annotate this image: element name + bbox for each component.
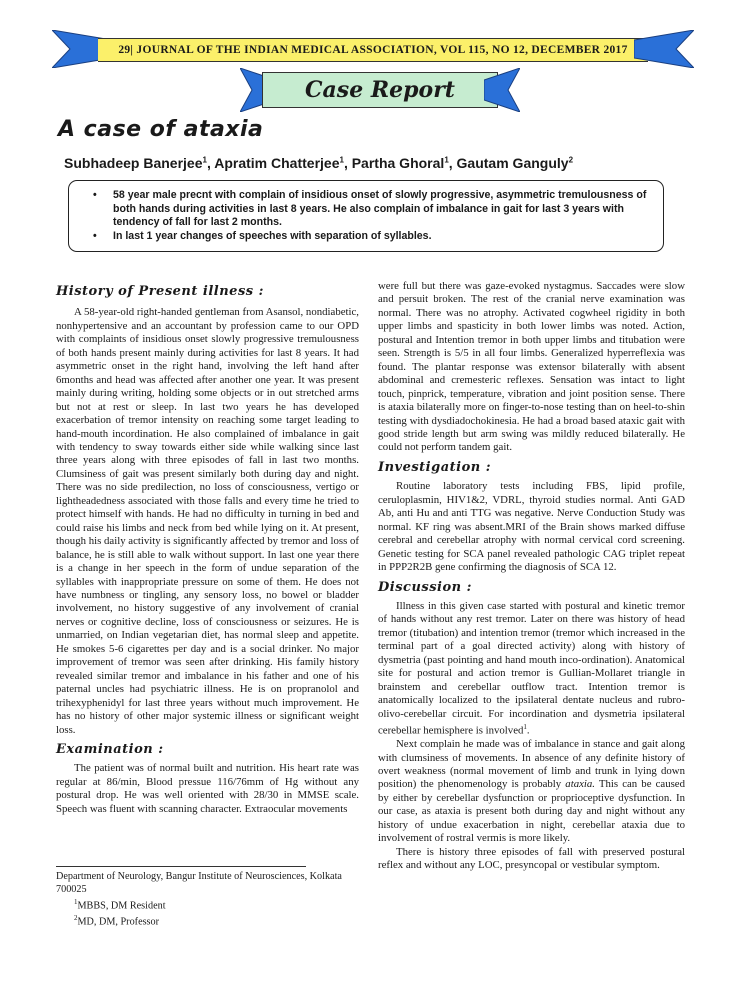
discussion-text: Illness in this given case started with postural and kinetic tremor of hands without any rest tremor. Later on there was history of head tremor (titubation) and intention tremor (tremor which increased in the terminal part of a goal directed activity) along with history of dysmetria (past pointing and hand mouth inco-ordination). Anatomical site for postural and action tremor is Gullian-Mollaret triangle in brainstem and cerebellar outflow tract. Intention tremor is anatomically localized to the ipsilateral dentate nucleus and rubro-olivo-cerebellar circuit. For incordination and dysmetria ipsilateral cerebellar hemisphere is involved	[378, 599, 685, 737]
author-list: Subhadeep Banerjee$^1$, Apratim Chatterjee$^1$, Partha Ghoral$^1$, Gautam Ganguly$^2$	[64, 155, 574, 171]
affiliation-mark: 2	[568, 155, 574, 165]
summary-box	[68, 180, 664, 252]
affiliation-mark: 1	[444, 155, 449, 165]
right-column	[378, 280, 685, 873]
affiliation-mark: 1	[202, 155, 207, 165]
affiliation-mark: 1	[339, 155, 344, 165]
discussion-paragraph: There is history three episodes of fall with preserved postural reflex and without any LOC, presyncopal or vestibular symptom.	[378, 845, 685, 872]
summary-point: • 58 year male precnt with complain of insidious onset of slowly progressive, asymmetric tremulousness of both hands during activities in last 8 years. He also complain of imbalance in gait for last 3 years with tendency of fall for last 2 months.	[79, 189, 653, 230]
author-name: Subhadeep Banerjee	[64, 155, 203, 171]
examination-continued: were full but there was gaze-evoked nystagmus. Saccades were slow and persuit broken. The rest of the cranial nerve examination was normal. There was no atrophy. Activated cogwheel rigidity in both upper limbs and spasticity in both lower limbs was noted. Action, postural and Intention tremor in both upper limbs and titubation were seen. Strength is 5/5 in all four limbs. Generalized hyperreflexia was found. The plantar response was extensor bilaterally with absent abdominal and cremesteric reflexes. Sensation was intact to light touch, pinprick, temperature, vibration and joint position sense. There is ataxia bilaterally more on finger-to-nose testing than on heel-to-shin testing with dysdiadochokinesia. He had a broad based ataxic gait with good stride length but arm swing was mildly reduced bilaterally. He could not perform tandem gait.	[378, 280, 685, 454]
section-label: Case Report	[262, 72, 498, 108]
summary-point: • In last 1 year changes of speeches with separation of syllables.	[79, 230, 653, 244]
reference-mark: 1	[523, 723, 527, 732]
footnote-mark: 2	[74, 914, 78, 923]
discussion-paragraph	[378, 738, 685, 846]
section-label-band	[240, 68, 520, 112]
footnote-text: MD, DM, Professor	[77, 916, 159, 928]
footnote-rule	[56, 866, 306, 867]
section-heading-investigation: Investigation :	[378, 459, 492, 475]
investigation-paragraph: Routine laboratory tests including FBS, lipid profile, ceruloplasmin, HIV1&2, VDRL, thyroid studies normal. Anti GAD Ab, anti Hu and anti TTG was negative. Nerve Conduction Study was normal. KF ring was absent.MRI of the Brain shows marked diffuse cerebral and cerebellar atrophy with normal cervical cord screening. Genetic testing for SCA panel revealed pathologic CAG triplet repeat in PPP2R2B gene confirming the diagnosis of SCA 12.	[378, 480, 685, 574]
footnote-2	[56, 912, 366, 928]
emphasis-text: ataxia.	[565, 778, 595, 791]
footnote-1	[56, 896, 366, 912]
discussion-text: This can be caused by either by cerebellar dysfunction or proprioceptive dysfunction. In our case, as ataxia is present both during day and night without any history of undue exacerbation in night, cerebellar ataxia due to involvement of rostral vermis is more likely.	[378, 778, 685, 845]
journal-header: 29| JOURNAL OF THE INDIAN MEDICAL ASSOCIATION, VOL 115, NO 12, DECEMBER 2017	[98, 38, 648, 62]
history-paragraph: A 58-year-old right-handed gentleman from Asansol, nondiabetic, nonhypertensive and an accountant by profession came to our OPD with complaints of insidious onset slowly progressive tremulousness of both hands present mainly during activities for last 8 years. It had asymmetric onset in the right hand, involving the left hand after 6months and head was affected after another one year. It was present mainly during writing, holding some objects or in out stretched arms but not at rest or sleep. In last two years he has developed exacerbation of tremor intensity on reaching some target leading to hand-mouth incordination. He also complained of imbalance in gait with tendency to sway towards either side while walking since last three years along with three episodes of fall in last two months. Clumsiness of gait was present similarly both during day and night. There was no side predilection, no loss of consciousness, vertigo or lightheadedness associated with those falls and every time he tried to protect himself with hands. He had no difficulty in turning in bed and could raise his limbs and neck from bed while lying on it. At present, though his daily activity is significantly affected by tremor and loss of balance, he is still able to walk without support. In last one year there is a change in her speech in the form of undue separation of the syllables with inappropriate pressure on some of them. He does not have numbness or tingling, any sensory loss, no bowel or bladder involvement, no history suggestive of any involvement of cranial nerves or cognitive decline, loss of consciousness or seizures. He is unmarried, on Indian vegetarian diet, has normal sleep and appetite. He smokes 5-6 cigarettes per day and is a social drinker. No major improvement of tremor was seen after drinking. His family history revealed similar tremor and imbalance in his father and one of his paternal uncles had psychiatric illness. He is on propranolol and trihexyphenidyl for last three years without much improvement. He has no history of other major systemic illness or significant weight loss.	[56, 306, 359, 736]
examination-paragraph: The patient was of normal built and nutrition. His heart rate was regular at 86/min, Blood pressue 116/76mm of Hg without any postural drop. He was well oriented with 28/30 in MMSE scale. Speech was fluent with scanning character. Extraocular movements	[56, 762, 359, 815]
journal-header-band	[60, 38, 686, 60]
footnote-mark: 1	[74, 898, 78, 906]
author-name: Partha Ghoral	[351, 155, 445, 171]
discussion-paragraph	[378, 600, 685, 738]
section-heading-history: History of Present illness :	[56, 284, 264, 299]
footnote-department: Department of Neurology, Bangur Institute of Neurosciences, Kolkata 700025	[56, 871, 342, 895]
author-name: Gautam Ganguly	[456, 155, 569, 171]
arrow-right-icon	[634, 30, 694, 68]
article-title: A case of ataxia	[58, 117, 264, 142]
sentence-end: .	[526, 724, 530, 737]
footnotes	[56, 870, 366, 929]
section-heading-discussion: Discussion :	[378, 579, 472, 595]
arrow-right-icon	[484, 68, 520, 112]
section-heading-examination: Examination :	[56, 741, 164, 757]
author-name: Apratim Chatterjee	[214, 155, 340, 171]
left-column	[56, 285, 359, 816]
footnote-text: MBBS, DM Resident	[77, 900, 166, 912]
discussion-text: Next complain he made was of imbalance in stance and gait along with clumsiness of movements. In absence of any definite history of overt weakness (normal movement of limb and trunk in lying down position) the phenomenology is probably	[378, 738, 685, 791]
